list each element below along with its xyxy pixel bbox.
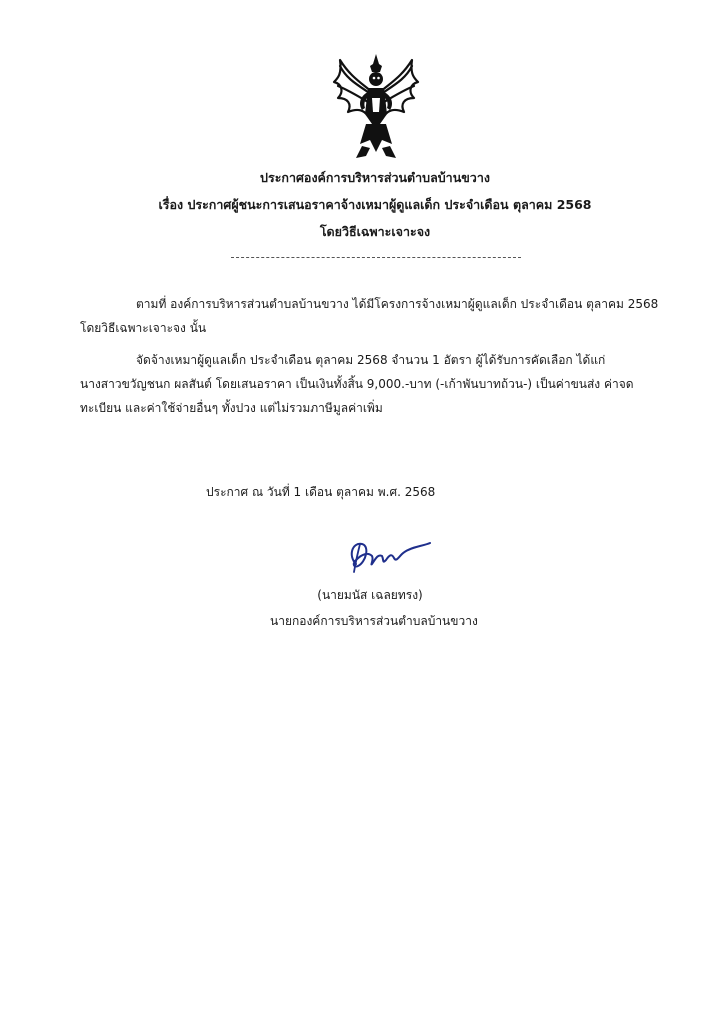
signer-name: (นายมนัส เฉลยทรง) [317, 588, 423, 602]
header-method-line: โดยวิธีเฉพาะเจาะจง [319, 224, 431, 239]
paragraph-2-line-2: นางสาวขวัญชนก ผลสันต์ โดยเสนอราคา เป็นเงินทั้งสิ้น 9,000.-บาท (-เก้าพันบาทถ้วน-) เป็นค่าขนส่ง ค่าจด [80, 377, 634, 391]
garuda-emblem-icon [330, 52, 422, 162]
paragraph-2-line-3: ทะเบียน และค่าใช้จ่ายอื่นๆ ทั้งปวง แต่ไม่รวมภาษีมูลค่าเพิ่ม [80, 401, 383, 415]
header-subject-line: เรื่อง ประกาศผู้ชนะการเสนอราคาจ้างเหมาผู้ดูแลเด็ก ประจำเดือน ตุลาคม 2568 [158, 197, 592, 212]
paragraph-1-line-2: โดยวิธีเฉพาะเจาะจง นั้น [80, 321, 207, 335]
document-header [80, 164, 670, 245]
header-org-line: ประกาศองค์การบริหารส่วนตำบลบ้านขวาง [260, 170, 490, 185]
paragraph-2-text-1: จัดจ้างเหมาผู้ดูแลเด็ก ประจำเดือน ตุลาคม 2568 จำนวน 1 อัตรา ผู้ได้รับการคัดเลือก ได้แก่ [136, 353, 606, 367]
paragraph-1-text-1: ตามที่ องค์การบริหารส่วนตำบลบ้านขวาง ได้มีโครงการจ้างเหมาผู้ดูแลเด็ก ประจำเดือน ตุลาคม 2568 [136, 297, 659, 311]
paragraph-2-line-1 [80, 348, 678, 372]
document-body [80, 292, 678, 420]
signer-position: นายกองค์การบริหารส่วนตำบลบ้านขวาง [270, 614, 478, 628]
dashed-separator [231, 257, 521, 258]
paragraph-1-line-1 [80, 292, 678, 316]
announcement-date: ประกาศ ณ วันที่ 1 เดือน ตุลาคม พ.ศ. 2568 [206, 485, 436, 499]
handwritten-signature [342, 534, 432, 578]
signer-block [270, 582, 478, 634]
